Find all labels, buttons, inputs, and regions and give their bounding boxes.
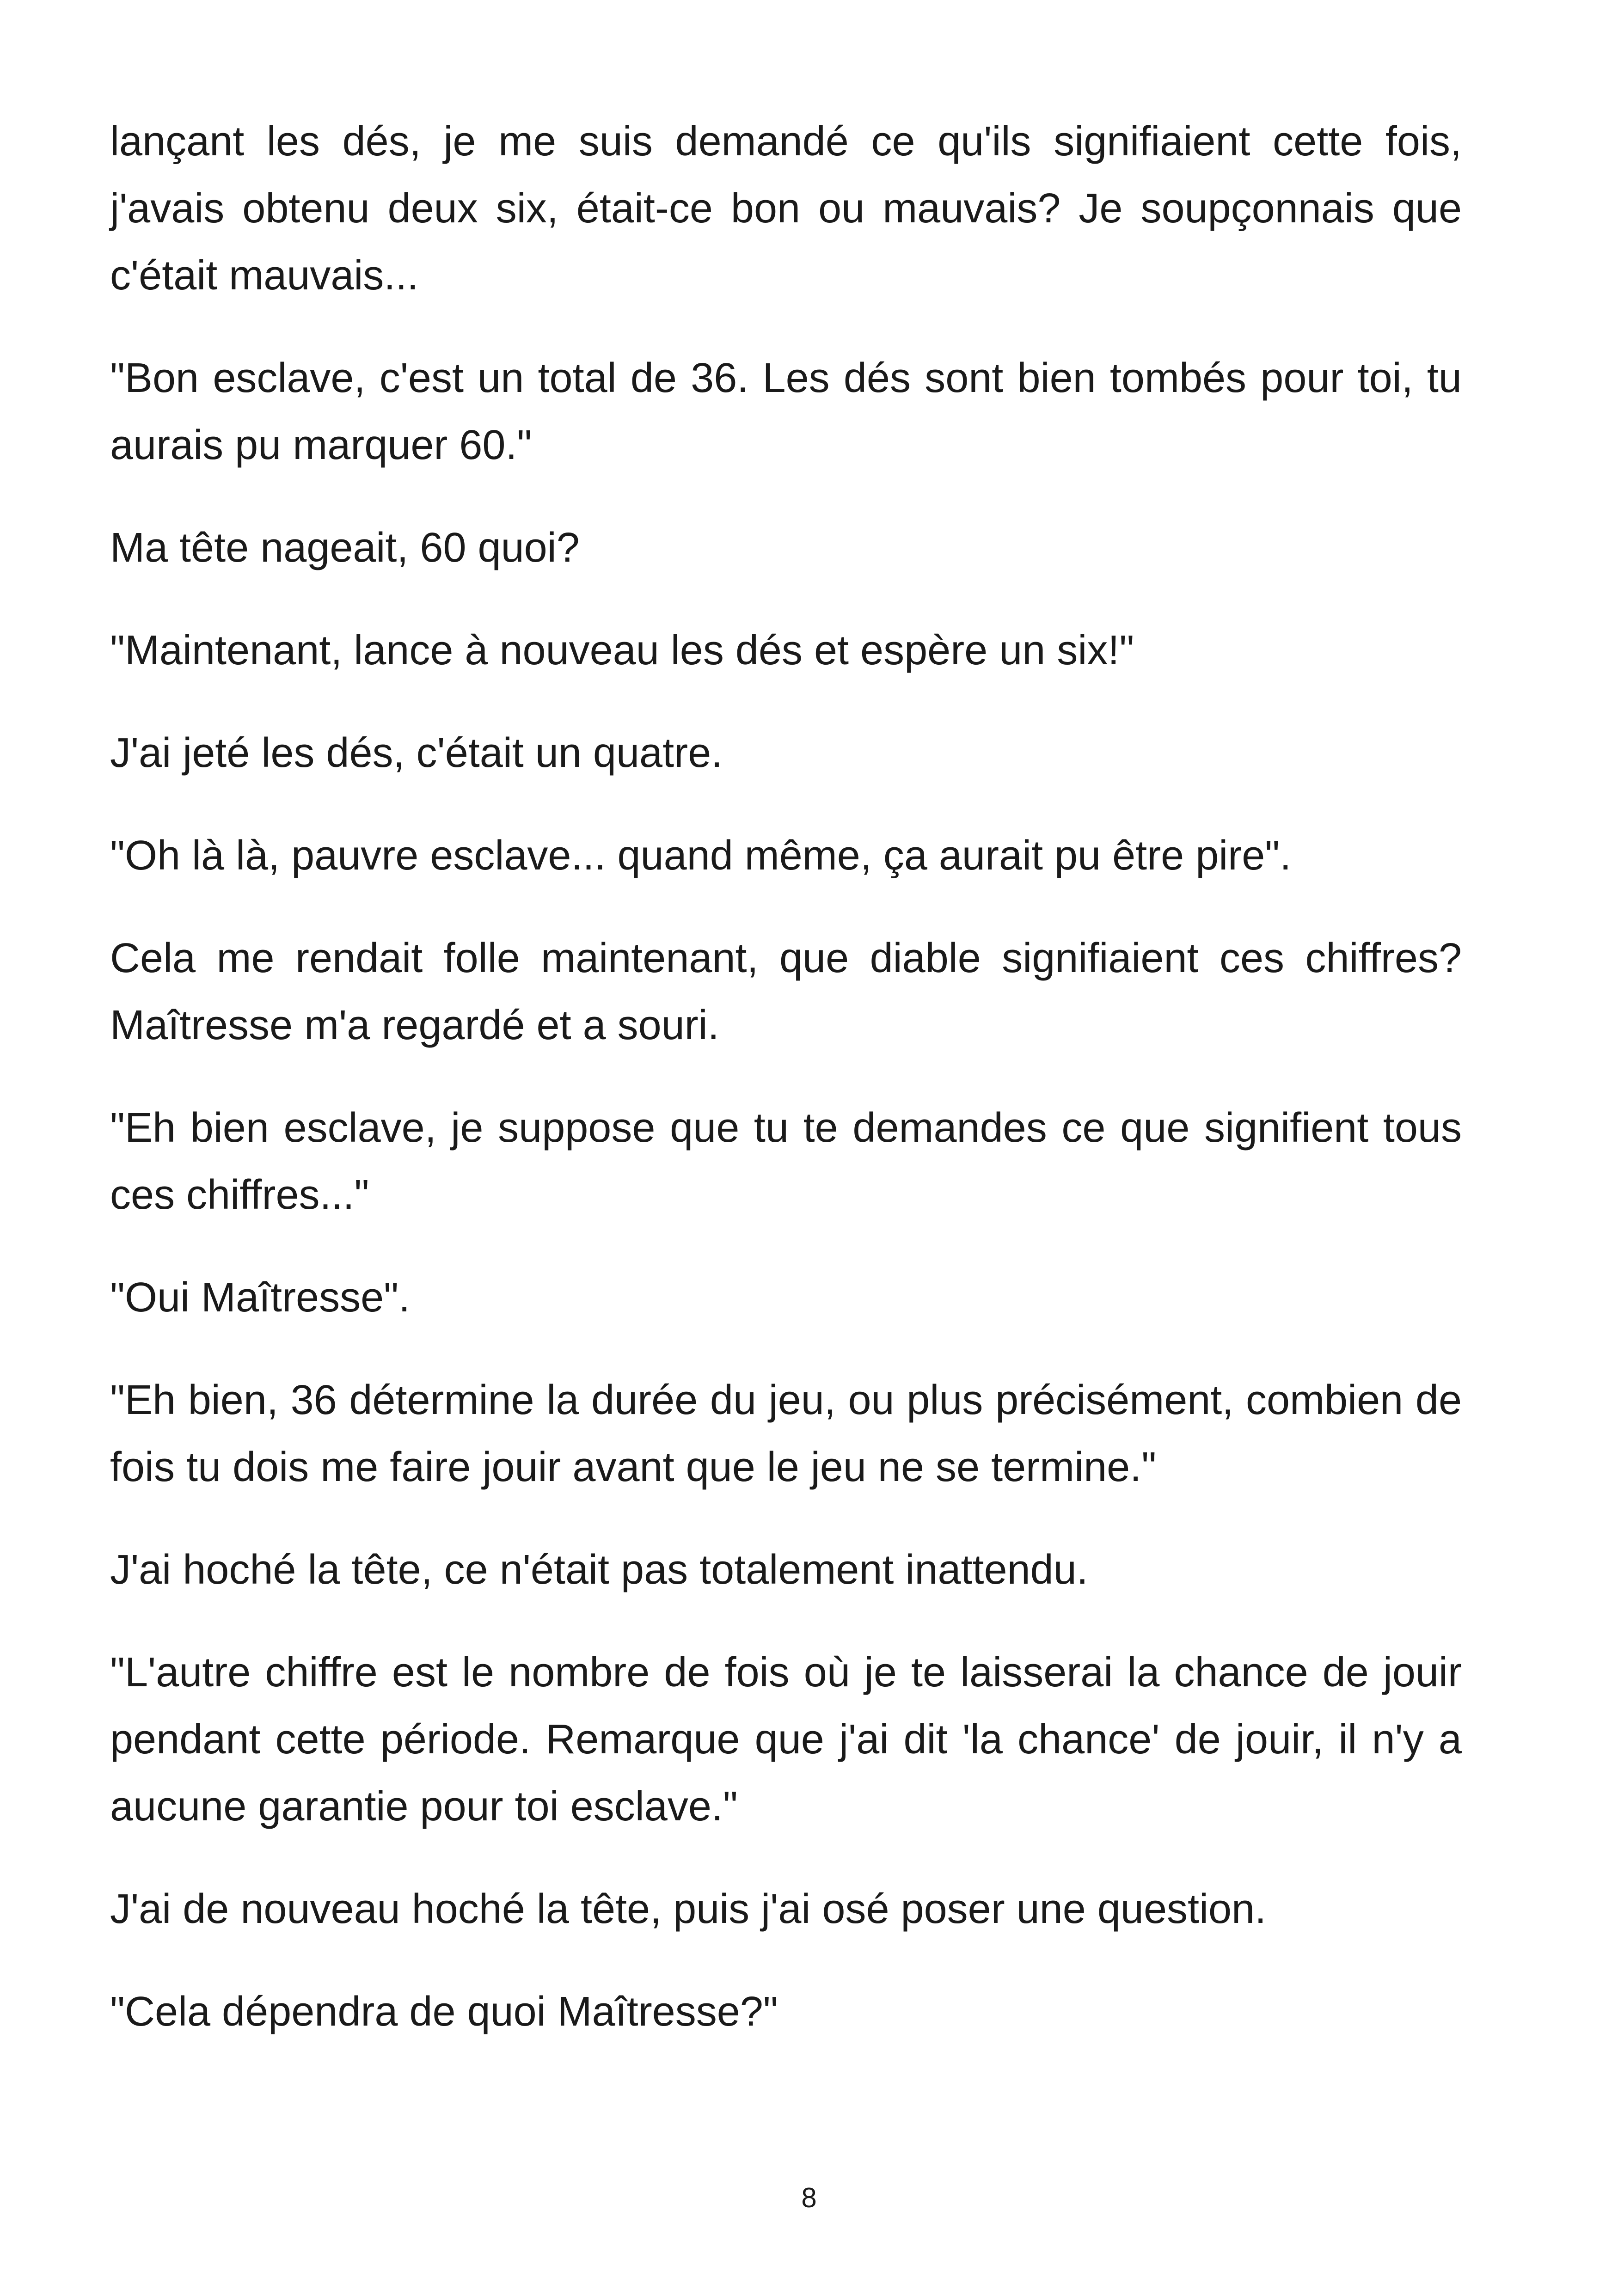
paragraph: "Oui Maîtresse". [110, 1274, 411, 1321]
paragraph: J'ai jeté les dés, c'était un quatre. [110, 730, 723, 776]
paragraph: J'ai de nouveau hoché la tête, puis j'ai osé poser une question. [110, 1886, 1267, 1932]
paragraph: "Bon esclave, c'est un total de 36. Les dés sont bien tombés pour toi, tu aurais pu marquer 60." [110, 355, 1462, 468]
paragraph: "Eh bien esclave, je suppose que tu te demandes ce que signifient tous ces chiffres..." [110, 1105, 1462, 1218]
paragraph: J'ai hoché la tête, ce n'était pas totalement inattendu. [110, 1547, 1088, 1593]
paragraph: "Eh bien, 36 détermine la durée du jeu, ou plus précisément, combien de fois tu dois me faire jouir avant que le jeu ne se termine." [110, 1377, 1462, 1490]
paragraph: "L'autre chiffre est le nombre de fois où je te laisserai la chance de jouir pendant cette période. Remarque que j'ai dit 'la chance' de jouir, il n'y a aucune garantie pour toi esclave." [110, 1649, 1462, 1830]
page-number: 8 [801, 2182, 817, 2213]
paragraph: "Cela dépendra de quoi Maîtresse?" [110, 1989, 778, 2035]
body-text [110, 108, 1462, 2081]
paragraph: "Oh là là, pauvre esclave... quand même, ça aurait pu être pire". [110, 833, 1292, 879]
paragraph: lançant les dés, je me suis demandé ce qu'ils signifiaient cette fois, j'avais obtenu deux six, était-ce bon ou mauvais? Je soupçonnais que c'était mauvais... [110, 118, 1462, 299]
paragraph: "Maintenant, lance à nouveau les dés et espère un six!" [110, 627, 1134, 673]
paragraph: Cela me rendait folle maintenant, que diable signifiaient ces chiffres? Maîtresse m'a regardé et a souri. [110, 935, 1462, 1048]
paragraph: Ma tête nageait, 60 quoi? [110, 525, 580, 571]
